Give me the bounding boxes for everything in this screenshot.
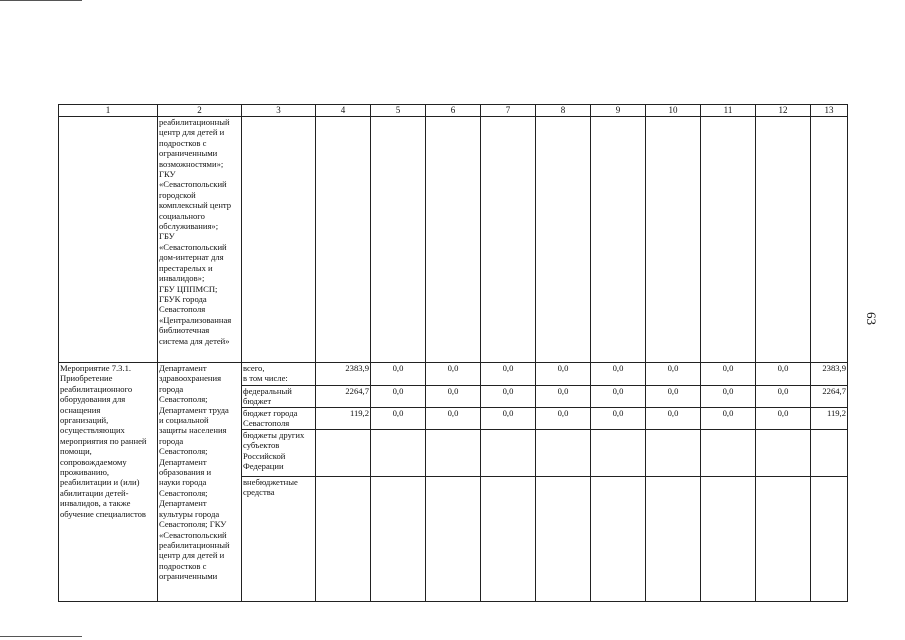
event-name-cell: Мероприятие 7.3.1. Приобретение реабилитационного оборудования для оснащения организаций, осуществляющих мероприятия по ранней помощи, сопровождаемому проживанию, реабилитации и (или) абилитации детей- инвалидов, а также обучение специалистов	[59, 363, 158, 602]
value-cell: 0,0	[536, 408, 591, 430]
value-cell	[316, 477, 371, 602]
header-cell-4: 4	[316, 105, 371, 117]
value-cell: 0,0	[591, 408, 646, 430]
value-cell	[646, 117, 701, 363]
value-cell	[811, 430, 848, 477]
value-cell: 2264,7	[811, 386, 848, 408]
funding-source-cell: внебюджетные средства	[242, 477, 316, 602]
funding-source-cell: бюджеты других субъектов Российской Федерации	[242, 430, 316, 477]
value-cell: 2383,9	[316, 363, 371, 386]
header-cell-11: 11	[701, 105, 756, 117]
value-cell	[756, 430, 811, 477]
value-cell: 0,0	[756, 386, 811, 408]
value-cell	[426, 117, 481, 363]
value-cell	[811, 117, 848, 363]
value-cell: 0,0	[701, 363, 756, 386]
funding-source-cell: федеральный бюджет	[242, 386, 316, 408]
value-cell: 0,0	[756, 408, 811, 430]
header-cell-13: 13	[811, 105, 848, 117]
value-cell	[591, 430, 646, 477]
value-cell	[536, 117, 591, 363]
funding-source-cell: бюджет города Севастополя	[242, 408, 316, 430]
value-cell	[591, 117, 646, 363]
value-cell: 0,0	[536, 363, 591, 386]
value-cell	[646, 430, 701, 477]
funding-source-cell: всего, в том числе:	[242, 363, 316, 386]
header-cell-2: 2	[158, 105, 242, 117]
header-cell-7: 7	[481, 105, 536, 117]
executors-cell: Департамент здравоохранения города Севастополя; Департамент труда и социальной защиты населения города Севастополя; Департамент образования и науки города Севастополя; Департамент культуры города Севастополя; ГКУ «Севастопольский реабилитационный центр для детей и подростков с ограниченными	[158, 363, 242, 602]
header-cell-10: 10	[646, 105, 701, 117]
value-cell: 0,0	[536, 386, 591, 408]
value-cell: 119,2	[316, 408, 371, 430]
value-cell	[481, 477, 536, 602]
table-body	[59, 105, 848, 602]
value-cell	[371, 117, 426, 363]
value-cell	[756, 477, 811, 602]
event-cell	[59, 117, 158, 363]
value-cell: 2264,7	[316, 386, 371, 408]
header-cell-3: 3	[242, 105, 316, 117]
value-cell: 0,0	[756, 363, 811, 386]
value-cell: 0,0	[591, 386, 646, 408]
value-cell	[371, 477, 426, 602]
value-cell: 0,0	[426, 386, 481, 408]
value-cell: 0,0	[481, 408, 536, 430]
value-cell: 0,0	[481, 363, 536, 386]
value-cell: 0,0	[591, 363, 646, 386]
value-cell: 0,0	[371, 363, 426, 386]
executors-cell: реабилитационный центр для детей и подростков с ограниченными возможностями»; ГКУ «Севастопольский городской комплексный центр социального обслуживания»; ГБУ «Севастопольский дом-интернат для престарелых и инвалидов»; ГБУ ЦППМСП; ГБУК города Севастополя «Централизованная библиотечная система для детей»	[158, 117, 242, 363]
value-cell	[701, 430, 756, 477]
value-cell: 0,0	[481, 386, 536, 408]
header-cell-5: 5	[371, 105, 426, 117]
header-cell-6: 6	[426, 105, 481, 117]
table-row	[59, 117, 848, 363]
header-cell-9: 9	[591, 105, 646, 117]
value-cell	[756, 117, 811, 363]
value-cell: 0,0	[371, 386, 426, 408]
value-cell	[536, 477, 591, 602]
value-cell	[701, 477, 756, 602]
header-cell-12: 12	[756, 105, 811, 117]
value-cell: 0,0	[701, 386, 756, 408]
source-cell	[242, 117, 316, 363]
table-row	[59, 363, 848, 386]
value-cell: 0,0	[426, 408, 481, 430]
header-cell-1: 1	[59, 105, 158, 117]
value-cell: 0,0	[426, 363, 481, 386]
value-cell: 0,0	[701, 408, 756, 430]
scan-edge-bottom	[0, 636, 82, 637]
value-cell	[426, 430, 481, 477]
value-cell: 0,0	[646, 386, 701, 408]
value-cell: 119,2	[811, 408, 848, 430]
value-cell	[591, 477, 646, 602]
budget-table	[58, 104, 848, 602]
header-row	[59, 105, 848, 117]
value-cell	[481, 117, 536, 363]
value-cell: 0,0	[371, 408, 426, 430]
header-cell-8: 8	[536, 105, 591, 117]
value-cell	[701, 117, 756, 363]
value-cell	[536, 430, 591, 477]
value-cell	[646, 477, 701, 602]
scan-edge-top	[0, 0, 82, 1]
value-cell	[316, 117, 371, 363]
value-cell	[371, 430, 426, 477]
value-cell	[316, 430, 371, 477]
value-cell	[481, 430, 536, 477]
value-cell: 2383,9	[811, 363, 848, 386]
value-cell: 0,0	[646, 408, 701, 430]
value-cell: 0,0	[646, 363, 701, 386]
page-number: 63	[864, 312, 879, 325]
value-cell	[426, 477, 481, 602]
value-cell	[811, 477, 848, 602]
